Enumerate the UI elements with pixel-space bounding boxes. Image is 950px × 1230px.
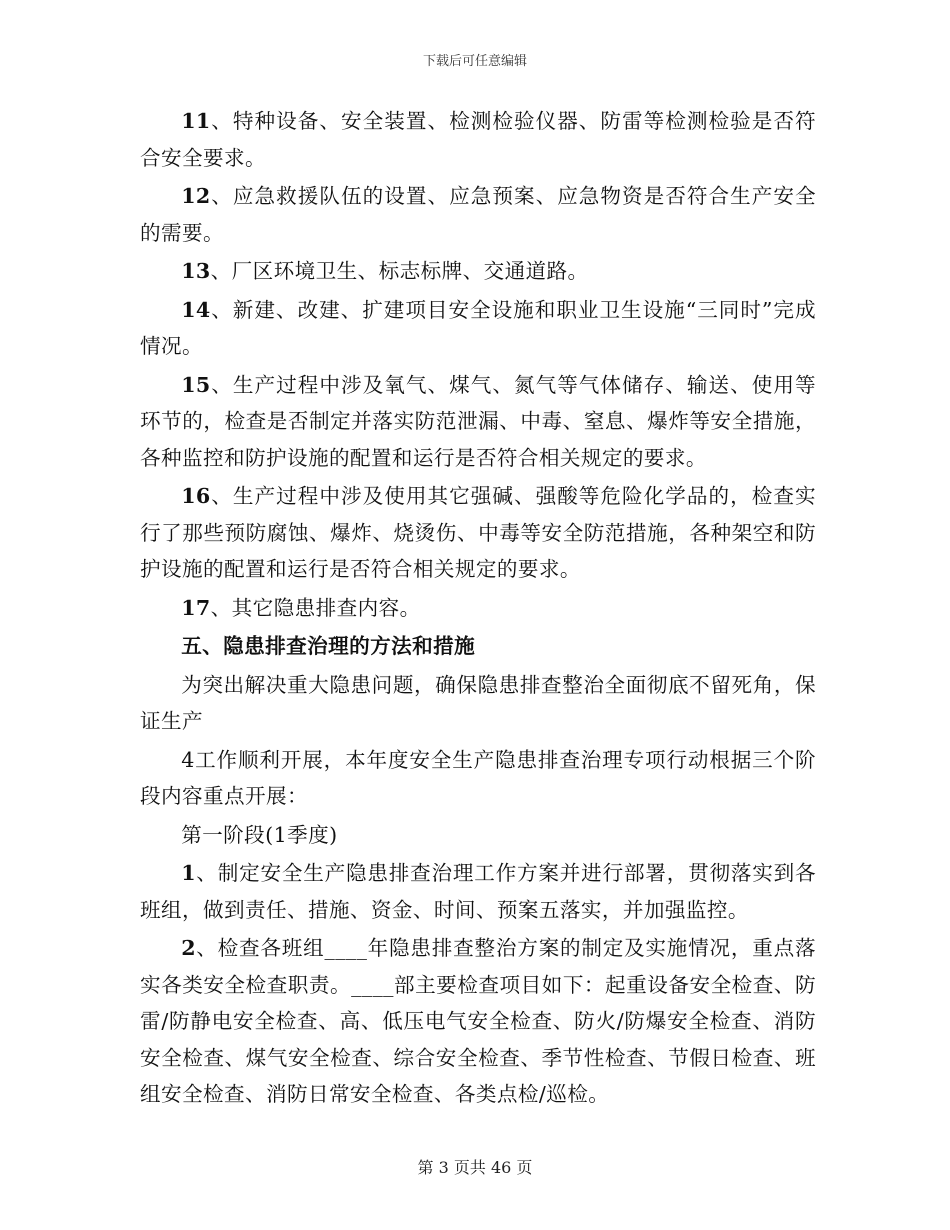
intro-paragraph-continued: 4工作顺利开展，本年度安全生产隐患排查治理专项行动根据三个阶段内容重点开展： xyxy=(140,747,816,808)
item-text: 、其它隐患排查内容。 xyxy=(210,595,421,620)
page-header: 下载后可任意编辑 xyxy=(422,54,527,69)
item-text: 、检查各班组____年隐患排查整治方案的制定及实施情况，重点落实各类安全检查职责。____部主要检查项目如下：起重设备安全检查、防雷/防静电安全检查、高、低压电气安全检查、防火/防爆安全检查、消防安全检查、煤气安全检查、综合安全检查、季节性检查、节假日检查、班组安全检查、消防日常安全检查、各类点检/巡检。 xyxy=(140,936,816,1106)
list-item-11 xyxy=(140,103,816,176)
item-text: 、生产过程中涉及氧气、煤气、氮气等气体储存、输送、使用等环节的，检查是否制定并落实防范泄漏、中毒、窒息、爆炸等安全措施，各种监控和防护设施的配置和运行是否符合相关规定的要求。 xyxy=(140,372,816,470)
page-footer: 第 3 页共 46 页 xyxy=(417,1158,533,1177)
item-number: 14 xyxy=(181,297,211,322)
section-heading: 五、隐患排查治理的方法和措施 xyxy=(181,634,476,658)
phase-item-2 xyxy=(140,930,816,1113)
phase-item-1 xyxy=(140,855,816,928)
list-item-17 xyxy=(140,590,816,627)
item-number: 13 xyxy=(181,259,211,283)
item-number: 15 xyxy=(181,372,211,397)
item-number: 12 xyxy=(181,184,211,208)
item-number: 2 xyxy=(181,936,196,960)
item-text: 、特种设备、安全装置、检测检验仪器、防雷等检测检验是否符合安全要求。 xyxy=(140,109,816,170)
item-text: 、应急救援队伍的设置、应急预案、应急物资是否符合生产安全的需要。 xyxy=(140,184,816,245)
list-item-14 xyxy=(140,292,816,365)
item-number: 17 xyxy=(181,595,211,620)
list-item-12 xyxy=(140,178,816,251)
item-number: 16 xyxy=(181,484,211,508)
item-number: 11 xyxy=(181,109,211,133)
list-item-15 xyxy=(140,367,816,477)
list-item-16 xyxy=(140,478,816,588)
item-text: 、厂区环境卫生、标志标牌、交通道路。 xyxy=(210,259,589,283)
phase-title: 第一阶段(1季度) xyxy=(181,822,338,847)
intro-paragraph: 为突出解决重大隐患问题，确保隐患排查整治全面彻底不留死角，保证生产 xyxy=(140,672,816,733)
item-text: 、新建、改建、扩建项目安全设施和职业卫生设施“三同时”完成情况。 xyxy=(140,297,816,358)
list-item-13 xyxy=(140,253,816,290)
item-text: 、生产过程中涉及使用其它强碱、强酸等危险化学品的，检查实行了那些预防腐蚀、爆炸、烧烫伤、中毒等安全防范措施，各种架空和防护设施的配置和运行是否符合相关规定的要求。 xyxy=(140,484,816,581)
item-text: 、制定安全生产隐患排查治理工作方案并进行部署，贯彻落实到各班组，做到责任、措施、资金、时间、预案五落实，并加强监控。 xyxy=(140,861,816,922)
item-number: 1 xyxy=(181,861,196,885)
document-body xyxy=(140,103,816,1113)
